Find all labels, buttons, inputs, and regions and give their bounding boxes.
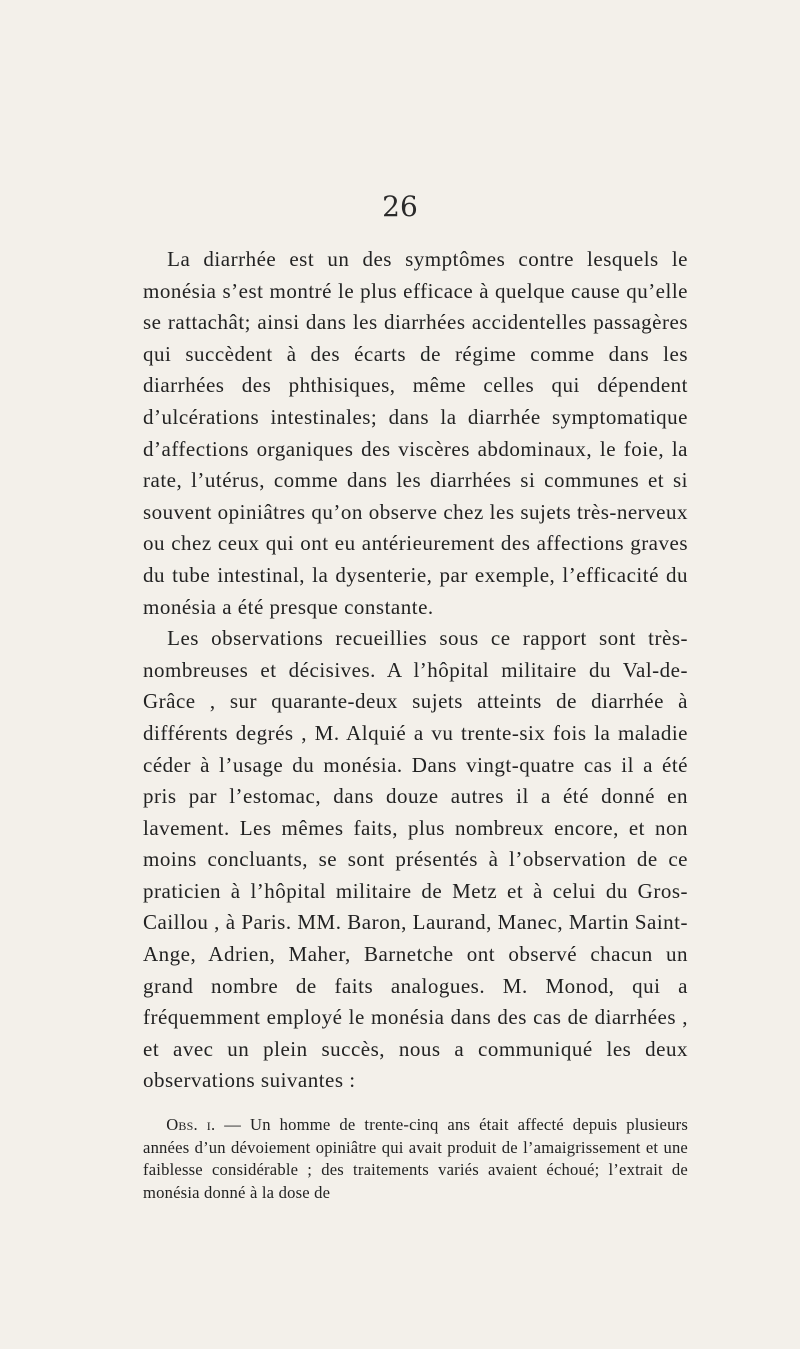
page-body: [143, 244, 688, 1204]
observation-text: — Un homme de trente-cinq ans était affecté depuis plusieurs années d’un dévoiement opiniâtre qui avait produit de l’amaigrissement et une faiblesse considérable ; des traitements variés avaient échoué; l’extrait de monésia donné à la dose de: [143, 1115, 688, 1202]
observation-one: [143, 1114, 688, 1204]
page-number: 26: [382, 190, 418, 223]
observation-label: Obs. i.: [166, 1115, 216, 1135]
paragraph-clinical-observations: Les observations recueillies sous ce rapport sont très-nombreuses et décisives. A l’hôpital militaire du Val-de-Grâce , sur quarante-deux sujets atteints de diarrhée à différents degrés , M. Alquié a vu trente-six fois la maladie céder à l’usage du monésia. Dans vingt-quatre cas il a été pris par l’estomac, dans douze autres il a été donné en lavement. Les mêmes faits, plus nombreux encore, et non moins concluants, se sont présentés à l’observation de ce praticien à l’hôpital militaire de Metz et à celui du Gros-Caillou , à Paris. MM. Baron, Laurand, Manec, Martin Saint-Ange, Adrien, Maher, Barnetche ont observé chacun un grand nombre de faits analogues. M. Monod, qui a fréquemment employé le monésia dans des cas de diarrhées , et avec un plein succès, nous a communiqué les deux observations suivantes :: [143, 626, 688, 1093]
paragraph-diarrhea-efficacy: La diarrhée est un des symptômes contre lesquels le monésia s’est montré le plus efficace à quelque cause qu’elle se rattachât; ainsi dans les diarrhées accidentelles passagères qui succèdent à des écarts de régime comme dans les diarrhées des phthisiques, même celles qui dépendent d’ulcérations intestinales; dans la diarrhée symptomatique d’affections organiques des viscères abdominaux, le foie, la rate, l’utérus, comme dans les diarrhées si communes et si souvent opiniâtres qu’on observe chez les sujets très-nerveux ou chez ceux qui ont eu antérieurement des affections graves du tube intestinal, la dysenterie, par exemple, l’efficacité du monésia a été presque constante.: [143, 247, 688, 619]
